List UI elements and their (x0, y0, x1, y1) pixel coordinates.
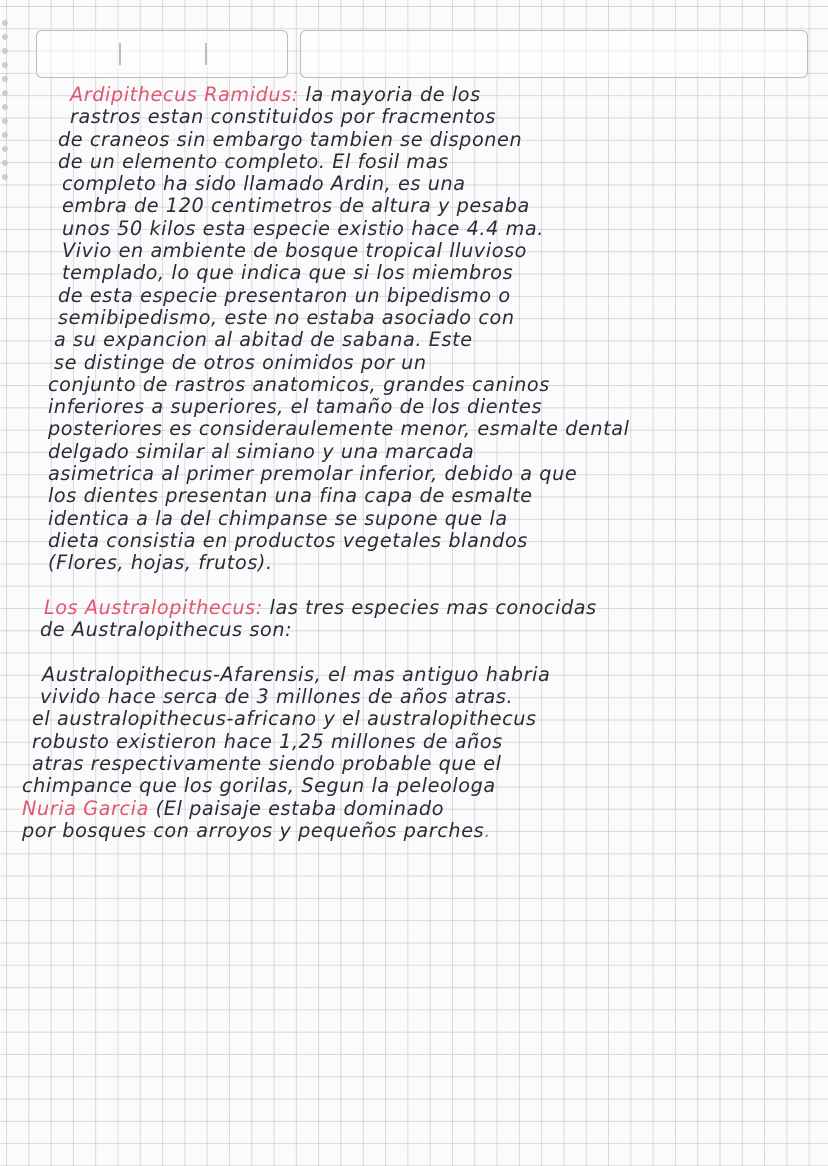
handwritten-notes (22, 84, 802, 842)
text-line: de esta especie presentaron un bipedismo o (58, 283, 511, 307)
section2-first-line-rest: las tres especies mas conocidas (262, 595, 597, 619)
binding-hole (2, 160, 8, 166)
blank-line (22, 575, 802, 597)
binding-hole (2, 104, 8, 110)
binding-hole (2, 20, 8, 26)
text-line: delgado similar al simiano y una marcada (48, 439, 475, 463)
final-period: . (484, 818, 491, 842)
header-divider (119, 43, 121, 65)
text-line: semibipedismo, este no estaba asociado con (58, 305, 515, 329)
binding-hole (2, 76, 8, 82)
binding-hole (2, 132, 8, 138)
binding-hole (2, 118, 8, 124)
text-line: de Australopithecus son: (40, 618, 293, 642)
binding-hole (2, 48, 8, 54)
header-box-left (36, 30, 288, 78)
text-line: Vivio en ambiente de bosque tropical lluvioso (62, 239, 528, 263)
binding-holes (0, 20, 14, 190)
text-line: a su expancion al abitad de sabana. Este (54, 328, 473, 352)
binding-hole (2, 174, 8, 180)
text-line: completo ha sido llamado Ardin, es una (62, 172, 466, 196)
text-line: dieta consistia en productos vegetales blandos (48, 528, 528, 552)
text-line: Australopithecus-Afarensis, el mas antiguo habria (42, 662, 551, 686)
text-line: (Flores, hojas, frutos). (48, 551, 273, 575)
cited-author-name: Nuria Garcia (22, 796, 149, 820)
section1-heading: Ardipithecus Ramidus: (70, 83, 299, 106)
text-line: atras respectivamente siendo probable que el (32, 751, 502, 775)
text-line: los dientes presentan una fina capa de esmalte (48, 484, 533, 508)
last-line (22, 820, 802, 842)
section1-first-line (22, 84, 802, 106)
text-line: embra de 120 centimetros de altura y pesaba (62, 194, 530, 218)
citation-rest: (El paisaje estaba dominado (148, 796, 445, 820)
text-line: templado, lo que indica que si los miembros (62, 261, 514, 285)
header-box-right (300, 30, 808, 78)
text-line: el australopithecus-africano y el australopithecus (32, 707, 537, 731)
citation-line (22, 798, 802, 820)
text-line: conjunto de rastros anatomicos, grandes caninos (48, 372, 550, 396)
text-line: rastros estan constituidos por fracmentos (70, 105, 496, 129)
text-line: se distinge de otros onimidos por un (54, 350, 427, 374)
text-line: de un elemento completo. El fosil mas (58, 149, 449, 173)
section1-first-line-rest: la mayoria de los (298, 83, 481, 106)
binding-hole (2, 62, 8, 68)
header-divider (205, 43, 207, 65)
text-line: posteriores es consideraulemente menor, esmalte dental (48, 417, 630, 441)
section2-heading: Los Australopithecus: (44, 595, 263, 619)
text-line: de craneos sin embargo tambien se disponen (58, 127, 523, 151)
text-line: vivido hace serca de 3 millones de años atras. (40, 685, 514, 709)
text-line: robusto existieron hace 1,25 millones de años (32, 729, 503, 753)
blank-line (22, 641, 802, 663)
text-line: chimpance que los gorilas, Segun la peleologa (22, 774, 496, 798)
text-line: inferiores a superiores, el tamaño de los dientes (48, 395, 543, 419)
section2-first-line (22, 597, 802, 619)
binding-hole (2, 34, 8, 40)
binding-hole (2, 90, 8, 96)
last-line-text: por bosques con arroyos y pequeños parches (22, 818, 485, 842)
text-line: asimetrica al primer premolar inferior, debido a que (48, 462, 578, 486)
text-line: unos 50 kilos esta especie existio hace 4.4 ma. (62, 216, 544, 240)
binding-hole (2, 146, 8, 152)
text-line: identica a la del chimpanse se supone que la (48, 506, 508, 530)
